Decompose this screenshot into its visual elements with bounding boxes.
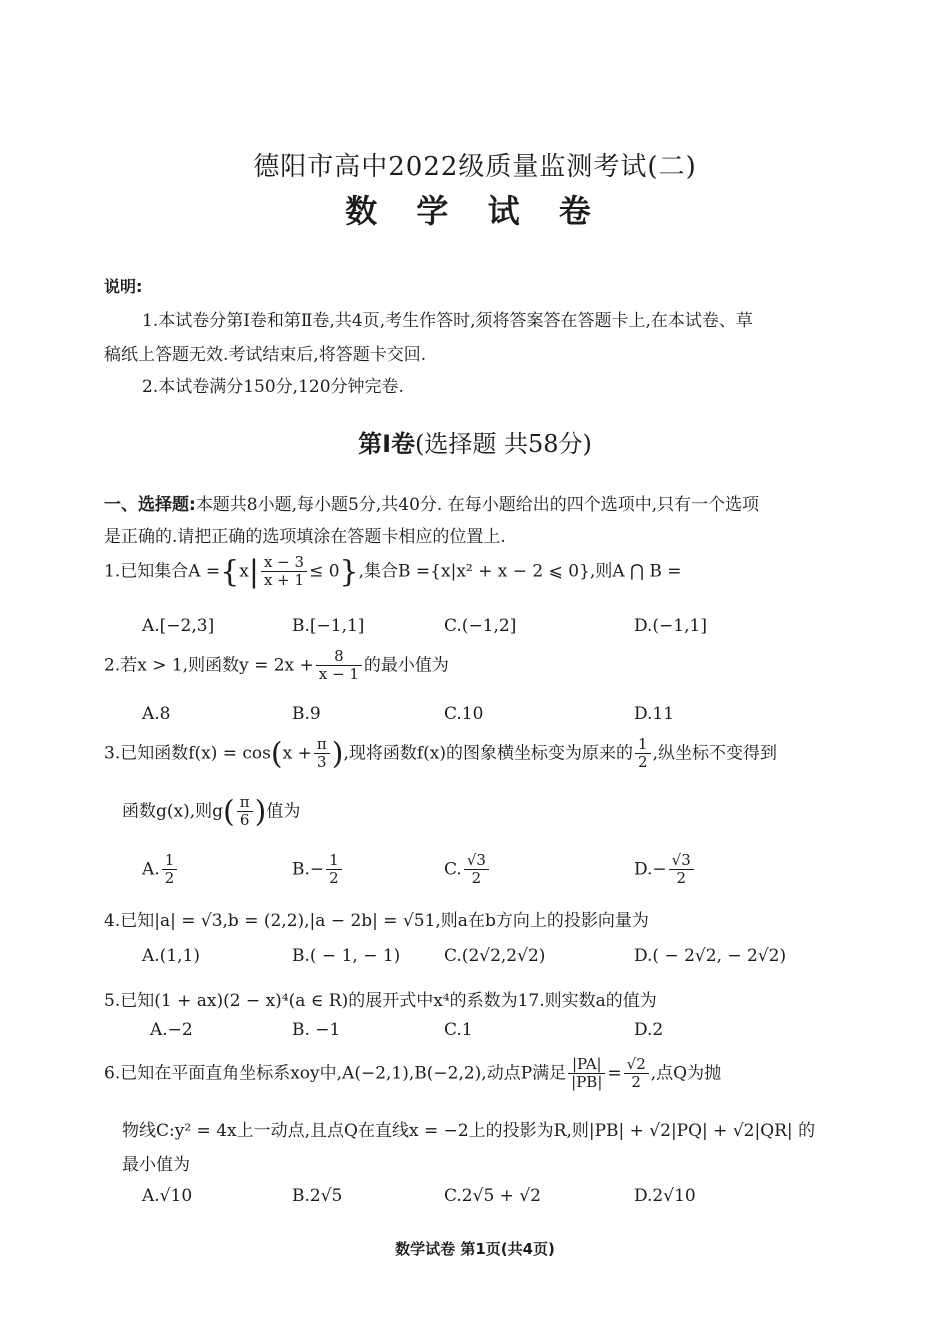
q1-cond: ≤ 0 <box>309 561 340 582</box>
page-footer: 数学试卷 第1页(共4页) <box>395 1240 555 1258</box>
notes-line-2: 稿纸上答题无效.考试结束后,将答题卡交回. <box>104 345 427 365</box>
q6-option-b: B.2√5 <box>292 1186 343 1206</box>
section-heading-bold: 第Ⅰ卷 <box>358 430 416 458</box>
notes-line-3: 2.本试卷满分150分,120分钟完卷. <box>142 377 404 397</box>
q1-post: ,则A ⋂ B = <box>589 561 682 582</box>
q3-opt-b-num: 1 <box>326 852 342 870</box>
q3-opt-d-fraction <box>669 852 694 888</box>
question-3 <box>104 736 777 772</box>
notes-heading: 说明: <box>104 277 143 296</box>
q3-opt-a-label: A. <box>142 859 160 880</box>
q3-opt-a-den: 2 <box>164 869 175 888</box>
q3-opt-a-fraction <box>162 852 178 888</box>
q6-pre: 6.已知在平面直角坐标系xoy中,A(−2,1),B(−2,2),动点P满足 <box>104 1063 567 1084</box>
q3-mid: ,现将函数f(x)的图象横坐标变为原来的 <box>343 743 634 764</box>
q3-line2-pre: 函数g(x),则g <box>122 801 224 822</box>
q1-frac-den: x + 1 <box>263 571 305 590</box>
instructions-line-2: 是正确的.请把正确的选项填涂在答题卡相应的位置上. <box>104 527 506 547</box>
q1-frac-num: x − 3 <box>261 554 307 572</box>
q2-frac-den: x − 1 <box>318 665 359 684</box>
q3-arg-fraction <box>314 736 330 772</box>
q6-ratio-den: |PB| <box>571 1073 603 1092</box>
notes-line-1: 1.本试卷分第Ⅰ卷和第Ⅱ卷,共4页,考生作答时,须将答案答在答题卡上,在本试卷、草 <box>142 311 753 331</box>
brace-open: { <box>220 554 240 590</box>
q3-option-d <box>634 852 696 888</box>
q5-option-d: D.2 <box>634 1020 664 1040</box>
q3-arg-num: π <box>314 736 330 754</box>
paren-close: ) <box>331 736 344 772</box>
q3-option-b <box>292 852 344 888</box>
question-4: 4.已知|a| = √3,b = (2,2),|a − 2b| = √51,则a在b方向上的投影向量为 <box>104 911 649 931</box>
q3-g-den: 6 <box>239 811 250 830</box>
q6-option-d: D.2√10 <box>634 1186 696 1206</box>
q6-option-c: C.2√5 + √2 <box>444 1186 541 1206</box>
brace-close: } <box>339 554 359 590</box>
q6-post: ,点Q为抛 <box>650 1063 722 1084</box>
q3-option-a <box>142 852 179 888</box>
q3-opt-b-fraction <box>326 852 342 888</box>
question-2 <box>104 648 449 684</box>
q3-opt-d-num: √3 <box>669 852 694 870</box>
exam-subtitle: 数 学 试 卷 <box>345 192 605 230</box>
q4-option-d: D.( − 2√2, − 2√2) <box>634 946 787 966</box>
q3-arg-den: 3 <box>317 753 327 772</box>
q2-frac-num: 8 <box>316 648 362 666</box>
q2-option-a: A.8 <box>142 704 171 724</box>
q3-opt-d-label: D.− <box>634 859 667 880</box>
q6-ratio-fraction <box>568 1056 605 1092</box>
question-6-line-3: 最小值为 <box>122 1155 190 1175</box>
q3-half-fraction <box>635 736 651 772</box>
q4-option-a: A.(1,1) <box>142 946 200 966</box>
q5-option-a: A.−2 <box>150 1020 193 1040</box>
paren-open: ( <box>223 794 235 830</box>
q3-half-den: 2 <box>638 753 648 772</box>
q5-option-b: B. −1 <box>292 1020 341 1040</box>
q1-fraction <box>261 554 307 590</box>
paren-open: ( <box>270 736 283 772</box>
q1-set-a-var: x <box>239 561 249 582</box>
paren-close: ) <box>254 794 267 830</box>
q2-post: 的最小值为 <box>363 655 449 676</box>
q1-option-c: C.(−1,2] <box>444 616 517 636</box>
q4-option-b: B.( − 1, − 1) <box>292 946 401 966</box>
q6-eq: = <box>607 1063 622 1084</box>
q2-option-d: D.11 <box>634 704 675 724</box>
q6-option-a: A.√10 <box>142 1186 193 1206</box>
instructions-text: 本题共8小题,每小题5分,共40分. 在每小题给出的四个选项中,只有一个选项 <box>195 495 760 515</box>
q2-option-c: C.10 <box>444 704 484 724</box>
q2-fraction <box>316 648 362 684</box>
q3-arg-pre: x + <box>282 743 312 764</box>
q3-opt-b-den: 2 <box>329 869 339 888</box>
q3-option-c <box>444 852 491 888</box>
q3-line2-post: 值为 <box>266 801 301 822</box>
q6-value-fraction <box>624 1056 649 1092</box>
question-6 <box>104 1056 721 1092</box>
bar: | <box>248 554 259 590</box>
instructions-line-1 <box>104 490 759 515</box>
q1-option-a: A.[−2,3] <box>142 616 215 636</box>
section-heading <box>0 424 950 459</box>
q5-option-c: C.1 <box>444 1020 473 1040</box>
q4-option-c: C.(2√2,2√2) <box>444 946 546 966</box>
q3-opt-a-num: 1 <box>162 852 178 870</box>
q1-option-b: B.[−1,1] <box>292 616 365 636</box>
q6-value-num: √2 <box>624 1056 649 1074</box>
q2-option-b: B.9 <box>292 704 321 724</box>
q3-opt-c-fraction <box>464 852 489 888</box>
exam-title: 德阳市高中2022级质量监测考试(二) <box>253 152 697 182</box>
q3-post: ,纵坐标不变得到 <box>652 743 777 764</box>
q3-opt-c-den: 2 <box>471 869 482 888</box>
q2-pre: 2.若x > 1,则函数y = 2x + <box>104 655 314 676</box>
q1-pre: 1.已知集合A = <box>104 561 221 582</box>
q3-opt-b-label: B.− <box>292 859 325 880</box>
q3-opt-c-label: C. <box>444 859 462 880</box>
q3-opt-c-num: √3 <box>464 852 489 870</box>
section-heading-rest: (选择题 共58分) <box>415 430 592 458</box>
question-6-line-2: 物线C:y² = 4x上一动点,且点Q在直线x = −2上的投影为R,则|PB| + √2|PQ| + √2|QR| 的 <box>122 1121 816 1141</box>
question-3-line-2 <box>122 794 300 830</box>
question-5: 5.已知(1 + ax)(2 − x)⁴(a ∈ R)的展开式中x⁴的系数为17.则实数a的值为 <box>104 991 657 1011</box>
q3-g-fraction <box>237 794 253 830</box>
instructions-bold: 一、选择题: <box>104 495 196 515</box>
q3-g-num: π <box>237 794 253 812</box>
question-1: 1.已知集合A ={x| $\frac{x - 3}{x + 1}$ ≤ 0},集合B ={x|x² + x − 2 ⩽ 0},则A ⋂ B = <box>104 553 682 590</box>
q6-value-den: 2 <box>631 1073 641 1092</box>
q3-opt-d-den: 2 <box>676 869 686 888</box>
q1-set-b: x|x² + x − 2 ⩽ 0 <box>441 561 580 582</box>
q3-half-num: 1 <box>635 736 651 754</box>
q6-ratio-num: |PA| <box>568 1056 605 1074</box>
q1-mid: ,集合B = <box>358 561 431 582</box>
q1-option-d: D.(−1,1] <box>634 616 707 636</box>
q3-pre: 3.已知函数f(x) = cos <box>104 743 271 764</box>
